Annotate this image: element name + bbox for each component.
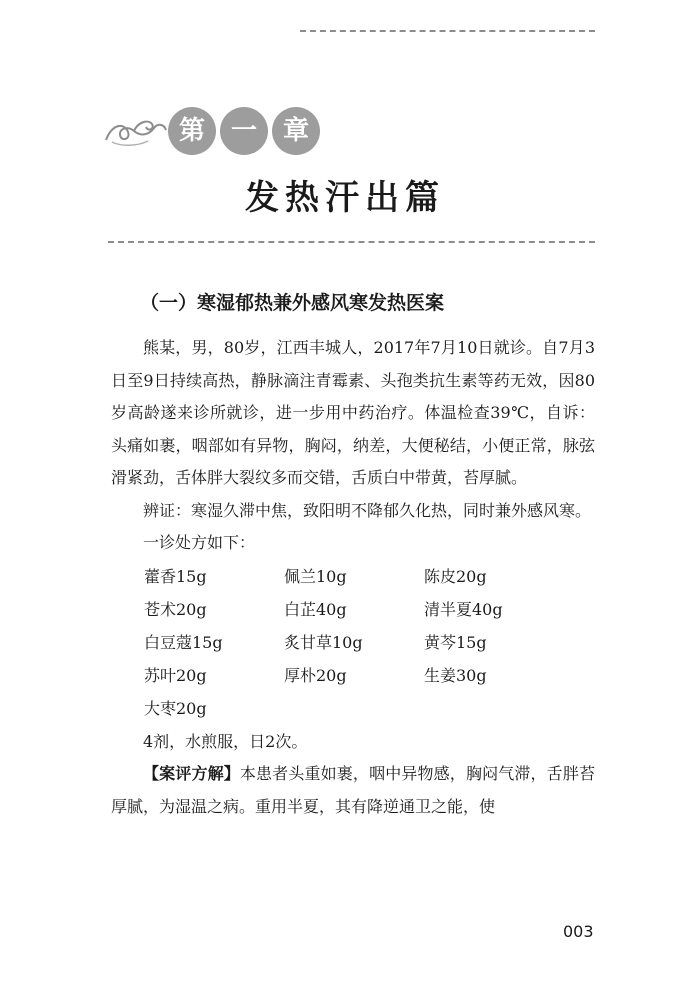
prescription-row (111, 627, 595, 660)
herb-item: 佩兰10g (284, 566, 347, 586)
prescription-row (111, 594, 595, 627)
header-dashed-rule (300, 30, 595, 32)
dosage-paragraph: 4剂，水煎服，日2次。 (143, 731, 308, 751)
prescription-table (111, 561, 595, 726)
body-text (111, 332, 595, 823)
herb-item: 藿香15g (144, 566, 207, 586)
herb-item: 苏叶20g (144, 665, 207, 685)
herb-item: 黄芩15g (424, 632, 487, 652)
chapter-char-2: 一 (220, 107, 268, 155)
herb-item: 大枣20g (144, 698, 207, 718)
prescription-row (111, 660, 595, 693)
scroll-ornament-icon (104, 114, 168, 148)
commentary-text: 本患者头重如裹，咽中异物感，胸闷气滞，舌胖苔厚腻，为湿温之病。重用半夏，其有降逆通卫之能，使 (111, 764, 595, 816)
chapter-char-1: 第 (168, 107, 216, 155)
herb-item: 生姜30g (424, 665, 487, 685)
herb-item: 炙甘草10g (284, 632, 363, 652)
herb-item: 苍术20g (144, 599, 207, 619)
herb-item: 陈皮20g (424, 566, 487, 586)
herb-item: 清半夏40g (424, 599, 503, 619)
prescription-intro: 一诊处方如下： (143, 533, 256, 552)
chapter-header (100, 100, 600, 170)
commentary-label: 【案评方解】 (143, 764, 240, 783)
prescription-row (111, 561, 595, 594)
prescription-row (111, 693, 595, 726)
herb-item: 白芷40g (284, 599, 347, 619)
chapter-char-3: 章 (272, 107, 320, 155)
herb-item: 厚朴20g (284, 665, 347, 685)
page-title: 发热汗出篇 (245, 178, 445, 218)
commentary-paragraph (111, 758, 595, 823)
herb-item: 白豆蔻15g (144, 632, 223, 652)
title-dashed-rule (108, 241, 595, 243)
page-number: 003 (563, 922, 594, 941)
case-paragraph: 熊某，男，80岁，江西丰城人，2017年7月10日就诊。自7月3日至9日持续高热，静脉滴注青霉素、头孢类抗生素等药无效，因80岁高龄遂来诊所就诊，进一步用中药治疗。体温检查39℃，自诉：头痛如裹，咽部如有异物，胸闷，纳差，大便秘结，小便正常，脉弦滑紧劲，舌体胖大裂纹多而交错，舌质白中带黄，苔厚腻。 (111, 338, 595, 487)
diagnosis-paragraph: 辨证：寒湿久滞中焦，致阳明不降郁久化热，同时兼外感风寒。 (143, 500, 592, 520)
section-heading: （一）寒湿郁热兼外感风寒发热医案 (140, 292, 445, 314)
